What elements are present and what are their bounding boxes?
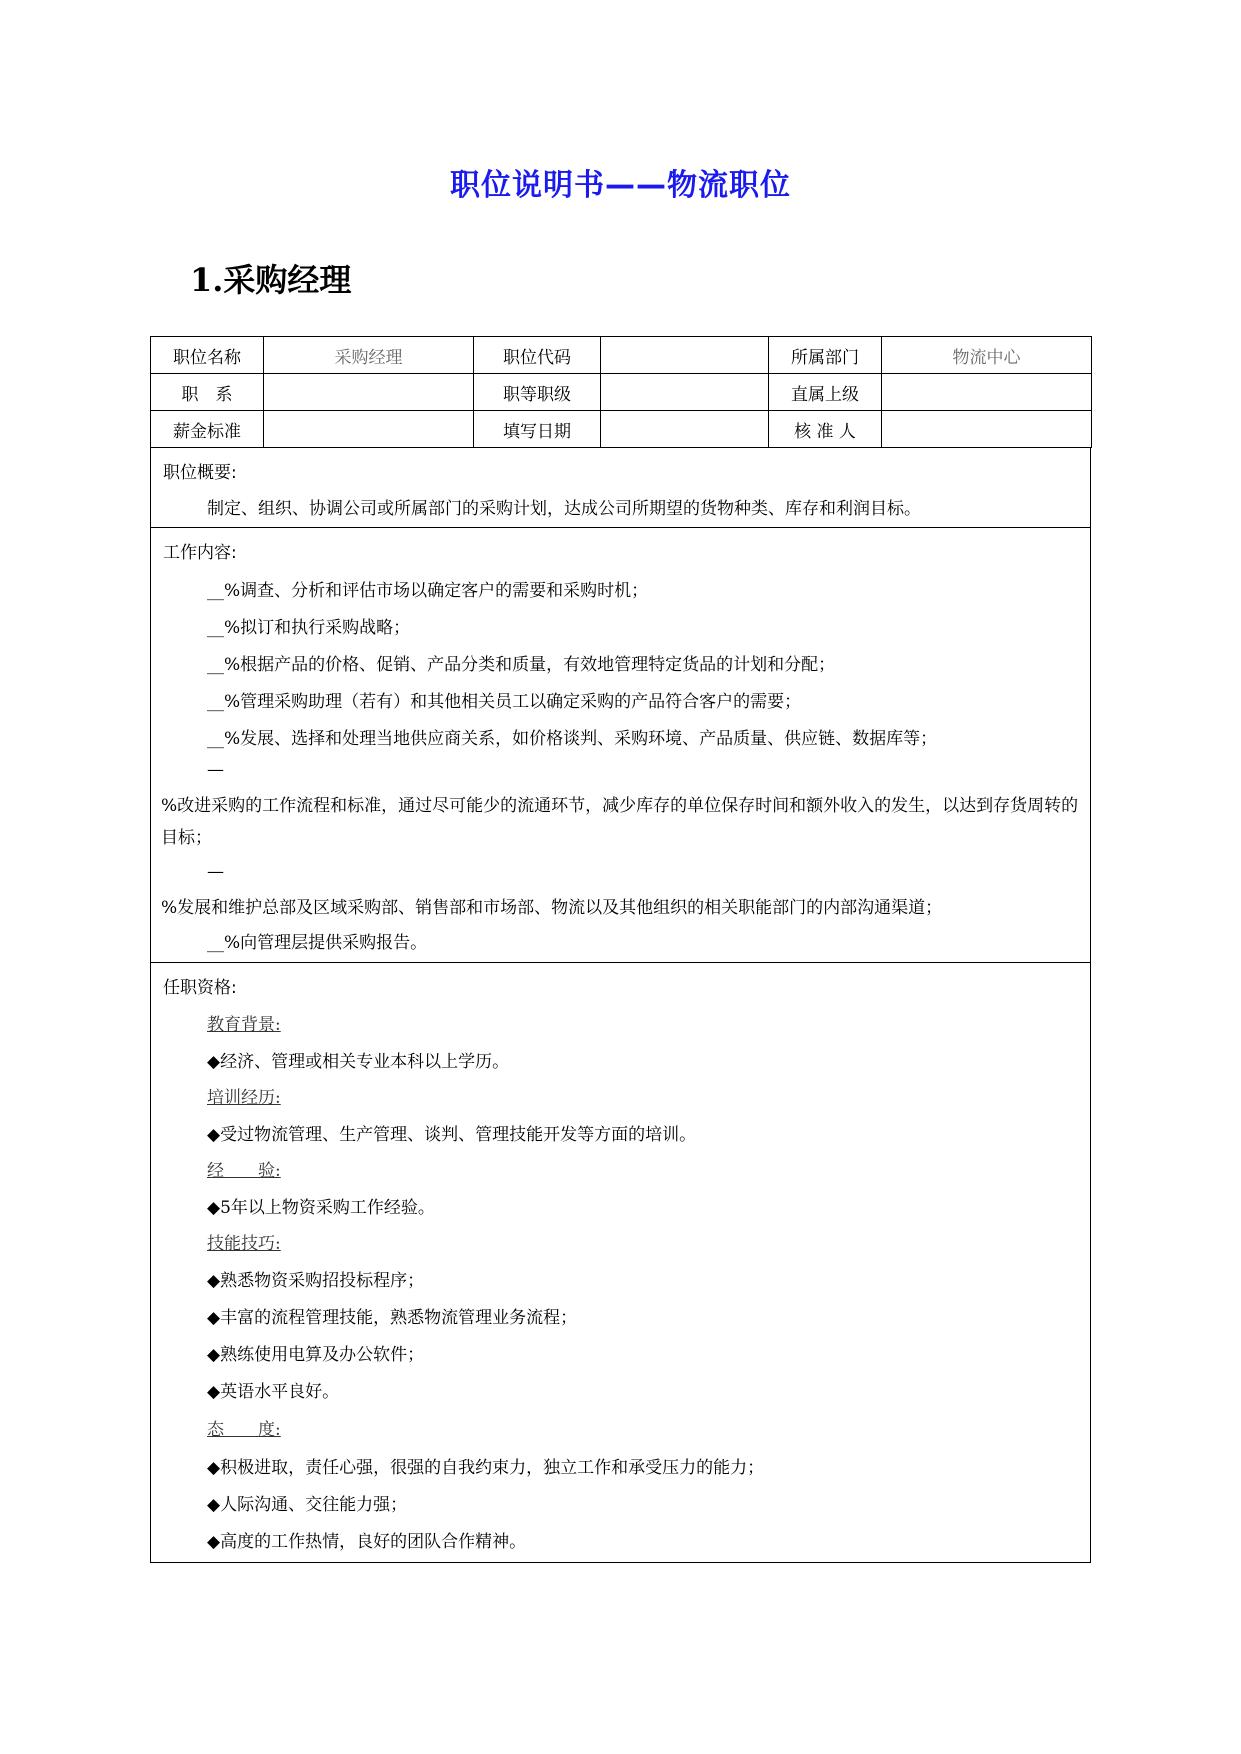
duties-section bbox=[150, 528, 1091, 963]
label-position-name: 职位名称 bbox=[151, 337, 264, 374]
training-label: 培训经历: bbox=[207, 1088, 281, 1108]
document-title: 职位说明书——物流职位 bbox=[450, 168, 791, 203]
table-row bbox=[151, 337, 1092, 374]
value-job-family bbox=[264, 374, 474, 411]
value-supervisor bbox=[882, 374, 1092, 411]
attitude-label: 态 度: bbox=[207, 1420, 281, 1440]
education-label: 教育背景: bbox=[207, 1015, 281, 1035]
duty-dash: — bbox=[207, 862, 224, 882]
label-job-family: 职 系 bbox=[151, 374, 264, 411]
duty-item: __%向管理层提供采购报告。 bbox=[207, 933, 428, 953]
overview-section bbox=[150, 448, 1091, 528]
label-grade: 职等职级 bbox=[474, 374, 601, 411]
value-grade bbox=[601, 374, 769, 411]
qualifications-section bbox=[150, 963, 1091, 1563]
duty-item-long: %改进采购的工作流程和标准，通过尽可能少的流通环节，减少库存的单位保存时间和额外收入的发生，以达到存货周转的目标； bbox=[161, 796, 1079, 848]
table-row bbox=[151, 374, 1092, 411]
duty-item: __%调查、分析和评估市场以确定客户的需要和采购时机； bbox=[207, 581, 649, 601]
skills-label: 技能技巧: bbox=[207, 1234, 281, 1254]
overview-label: 职位概要: bbox=[163, 463, 237, 483]
duty-item: __%发展、选择和处理当地供应商关系，如价格谈判、采购环境、产品质量、供应链、数据库等； bbox=[207, 729, 938, 749]
label-approver: 核 准 人 bbox=[769, 411, 882, 448]
experience-item: ◆5年以上物资采购工作经验。 bbox=[207, 1198, 435, 1218]
duty-item: __%拟订和执行采购战略； bbox=[207, 618, 411, 638]
duty-item: __%管理采购助理（若有）和其他相关员工以确定采购的产品符合客户的需要； bbox=[207, 692, 802, 712]
experience-label: 经 验: bbox=[207, 1161, 281, 1181]
value-approver bbox=[882, 411, 1092, 448]
training-item: ◆受过物流管理、生产管理、谈判、管理技能开发等方面的培训。 bbox=[207, 1125, 697, 1145]
attitude-item: ◆积极进取，责任心强，很强的自我约束力，独立工作和承受压力的能力； bbox=[207, 1458, 765, 1478]
education-item: ◆经济、管理或相关专业本科以上学历。 bbox=[207, 1052, 510, 1072]
skill-item: ◆熟练使用电算及办公软件； bbox=[207, 1345, 425, 1365]
duties-label: 工作内容: bbox=[163, 543, 237, 563]
label-position-code: 职位代码 bbox=[474, 337, 601, 374]
attitude-item: ◆人际沟通、交往能力强； bbox=[207, 1495, 408, 1515]
overview-text: 制定、组织、协调公司或所属部门的采购计划，达成公司所期望的货物种类、库存和利润目标。 bbox=[207, 499, 921, 519]
job-info-table bbox=[150, 336, 1092, 448]
section-heading: 1.采购经理 bbox=[190, 261, 352, 299]
value-department: 物流中心 bbox=[882, 337, 1092, 374]
duty-item: __%根据产品的价格、促销、产品分类和质量，有效地管理特定货品的计划和分配； bbox=[207, 655, 836, 675]
skill-item: ◆英语水平良好。 bbox=[207, 1382, 340, 1402]
value-position-name: 采购经理 bbox=[264, 337, 474, 374]
skill-item: ◆丰富的流程管理技能，熟悉物流管理业务流程； bbox=[207, 1308, 578, 1328]
label-supervisor: 直属上级 bbox=[769, 374, 882, 411]
qualifications-label: 任职资格: bbox=[163, 978, 237, 998]
value-fill-date bbox=[601, 411, 769, 448]
label-department: 所属部门 bbox=[769, 337, 882, 374]
value-salary bbox=[264, 411, 474, 448]
label-salary: 薪金标准 bbox=[151, 411, 264, 448]
attitude-item: ◆高度的工作热情，良好的团队合作精神。 bbox=[207, 1532, 527, 1552]
table-row bbox=[151, 411, 1092, 448]
duty-dash: — bbox=[207, 760, 224, 780]
label-fill-date: 填写日期 bbox=[474, 411, 601, 448]
duty-item-long: %发展和维护总部及区域采购部、销售部和市场部、物流以及其他组织的相关职能部门的内部沟通渠道； bbox=[161, 898, 943, 918]
value-position-code bbox=[601, 337, 769, 374]
skill-item: ◆熟悉物资采购招投标程序； bbox=[207, 1271, 425, 1291]
